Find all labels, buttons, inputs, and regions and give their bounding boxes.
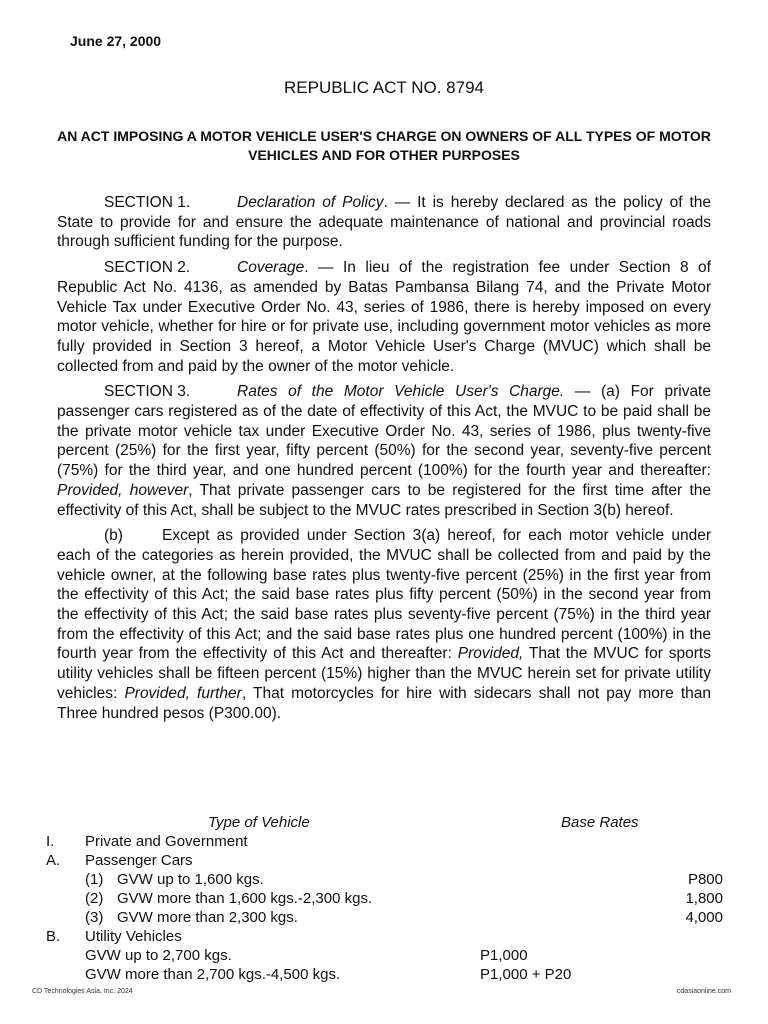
section-1-number: SECTION 1. [104,194,191,211]
row-label: GVW more than 2,700 kgs.-4,500 kgs. [85,966,341,983]
table-row [0,890,768,908]
section-3-number: SECTION 3. [104,383,191,401]
section-3a-text-2: , That private passenger cars to be registered for the first time after the effectivity of this Act, shall be subject to the MVUC rates prescribed in Section 3(b) hereof. [57,481,711,519]
category-row [0,833,768,851]
row-rate: 1,800 [685,890,723,907]
section-2-text: . — In lieu of the registration fee under Section 8 of Republic Act No. 4136, as amended by Batas Pambansa Bilang 74, and the Private Motor Vehicle Tax under Executive Order No. 43, series of 1986, there is hereby imposed on every motor vehicle, whether for hire or for private use, including government motor vehicles as more fully provided in Section 3 hereof, a Motor Vehicle User's Charge (MVUC) which shall be collected from and paid by the owner of the motor vehicle. [57,259,711,375]
row-rate: 4,000 [685,909,723,926]
section-3b-proviso-2: Provided, further [124,684,242,702]
section-2-number: SECTION 2. [104,259,191,277]
document-date: June 27, 2000 [70,33,162,49]
section-3b [57,526,711,723]
row-rate: P800 [687,871,723,888]
table-row [0,966,768,984]
subcategory-number: A. [46,852,61,869]
section-1 [57,193,711,252]
col-header-rates: Base Rates [561,814,639,831]
table-row [0,871,768,889]
section-1-title: Declaration of Policy [237,194,384,211]
section-3a-proviso: Provided, however [57,481,189,499]
row-number: (3) [85,909,104,926]
act-number: REPUBLIC ACT NO. 8794 [284,78,484,97]
section-1-text: . — It is hereby declared as the policy of the State to provide for and ensure the adequate maintenance of national and provincial roads through sufficient funding for the purpose. [57,194,711,251]
section-3b-label: (b) [104,527,123,545]
document-body [57,193,711,729]
section-3b-text-2: That the MVUC for sports utility vehicles shall be fifteen percent (15%) higher than the MVUC herein set for private utility vehicles: [57,645,711,702]
footer-site: cdasiaonline.com [676,988,731,995]
act-title: AN ACT IMPOSING A MOTOR VEHICLE USER'S CHARGE ON OWNERS OF ALL TYPES OF MOTOR VEHICLES AND FOR OTHER PURPOSES [57,128,711,163]
row-rate: P1,000 + P20 [480,966,572,983]
row-rate: P1,000 [480,947,528,964]
subcategory-label: Passenger Cars [85,852,193,869]
category-label: Private and Government [85,833,248,850]
col-header-type: Type of Vehicle [208,814,310,831]
row-label: GVW up to 1,600 kgs. [117,871,264,888]
section-2 [57,258,711,376]
row-label: GVW up to 2,700 kgs. [85,947,232,964]
section-3b-text: Except as provided under Section 3(a) hereof, for each motor vehicle under each of the categories as herein provided, the MVUC shall be collected from and paid by the vehicle owner, at the following base rates plus twenty-five percent (25%) in the first year from the effectivity of this Act; the said base rates plus fifty percent (50%) in the second year from the effectivity of this Act; the said base rates plus seventy-five percent (75%) in the third year from the effectivity of this Act; and the said base rates plus one hundred percent (100%) in the fourth year from the effectivity of this Act and thereafter: [57,527,711,663]
subcategory-row [0,852,768,870]
category-number: I. [46,833,55,850]
row-label: GVW more than 1,600 kgs.-2,300 kgs. [117,890,373,907]
section-3a [57,382,711,520]
section-2-title: Coverage [237,259,305,277]
row-label: GVW more than 2,300 kgs. [117,909,298,926]
row-number: (2) [85,890,104,907]
table-header-row [0,814,768,832]
table-row [0,909,768,927]
section-3b-proviso-1: Provided, [457,645,524,663]
section-3b-text-3: , That motorcycles for hire with sidecars shall not pay more than Three hundred pesos (P300.00). [57,684,711,722]
subcategory-label: Utility Vehicles [85,928,182,945]
table-row [0,947,768,965]
section-3-title: Rates of the Motor Vehicle User's Charge. [237,383,565,401]
section-3a-text: — (a) For private passenger cars registered as of the date of effectivity of this Act, the MVUC to be paid shall be the private motor vehicle tax under Executive Order No. 43, series of 1986, plus twenty-five percent (25%) for the first year, fifty percent (50%) for the second year, seventy-five percent (75%) for the third year, and one hundred percent (100%) for the fourth year and thereafter: [57,383,711,480]
subcategory-row [0,928,768,946]
footer-copyright: CD Technologies Asia, Inc. 2024 [32,988,133,995]
subcategory-number: B. [46,928,61,945]
row-number: (1) [85,871,104,888]
